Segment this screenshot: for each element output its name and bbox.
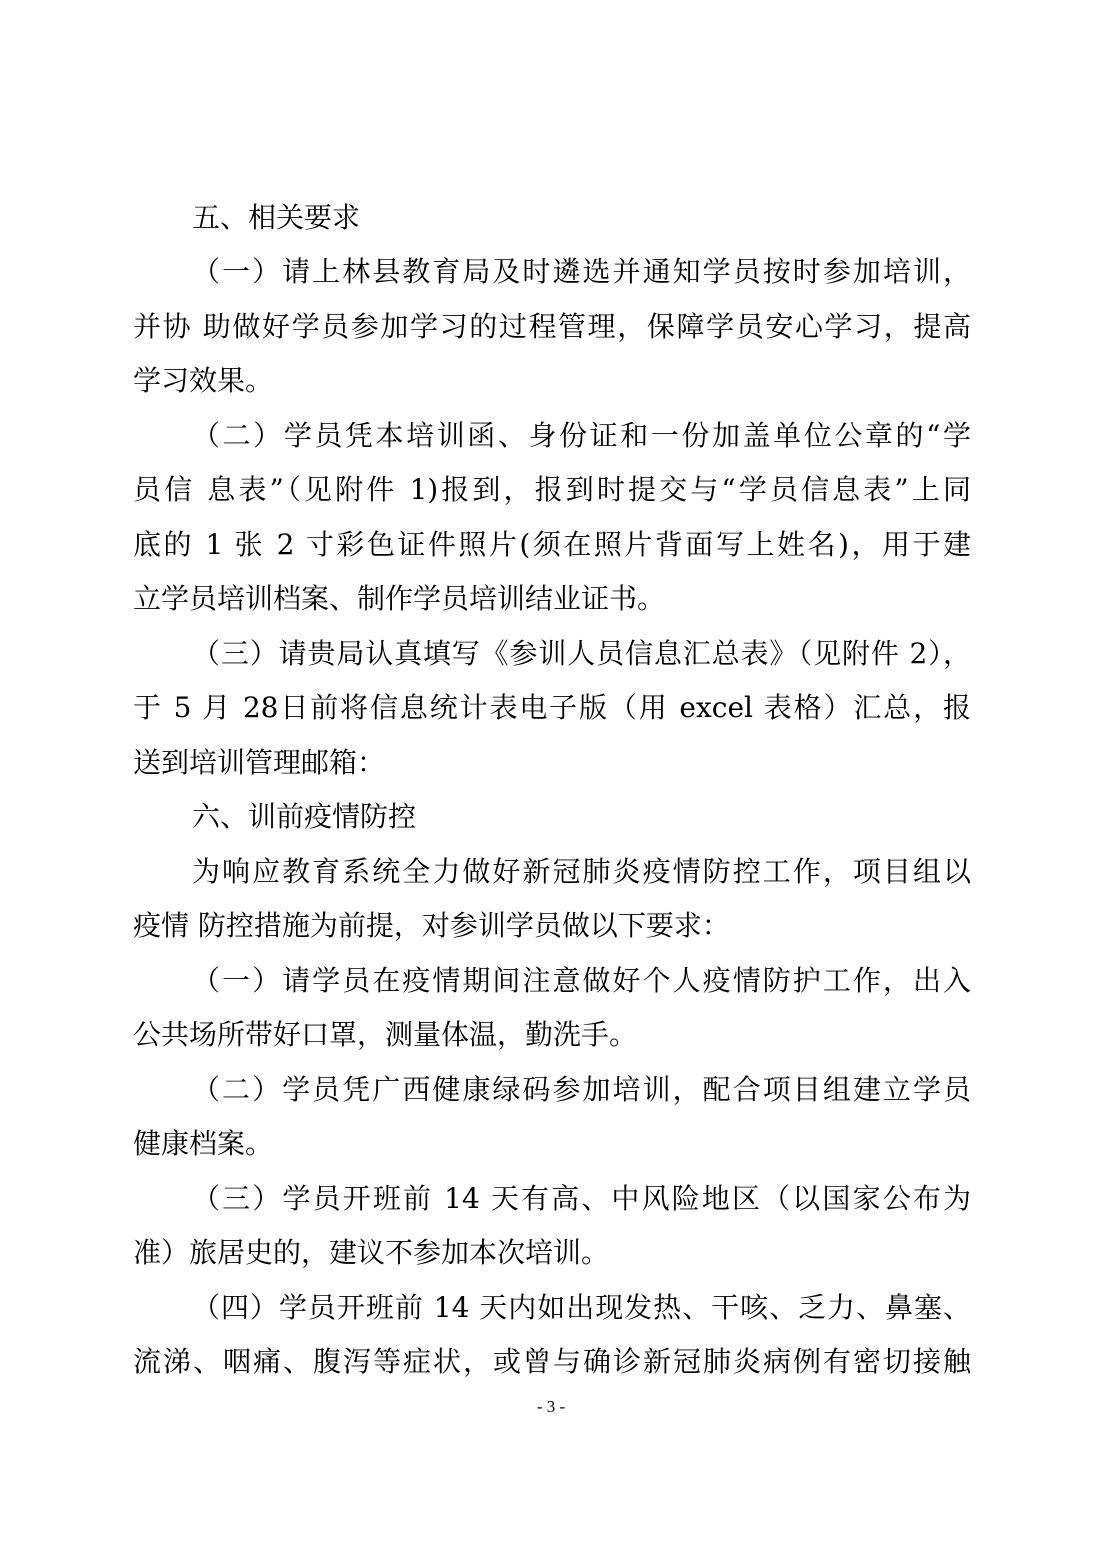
section-heading-requirements: 五、相关要求 — [192, 201, 361, 234]
paragraph-line: 立学员培训档案、制作学员培训结业证书。 — [133, 582, 666, 615]
paragraph-line: 底的 1 张 2 寸彩色证件照片(须在照片背面写上姓名)，用于建 — [133, 528, 971, 561]
paragraph-line: 并协 助做好学员参加学习的过程管理，保障学员安心学习，提高 — [133, 310, 971, 343]
paragraph-line: （四）学员开班前 14 天内如出现发热、干咳、乏力、鼻塞、 — [192, 1291, 971, 1324]
paragraph-line: 准）旅居史的，建议不参加本次培训。 — [133, 1236, 610, 1269]
paragraph-line: （一）请学员在疫情期间注意做好个人疫情防护工作，出入 — [192, 964, 971, 997]
paragraph-line: （三）学员开班前 14 天有高、中风险地区（以国家公布为 — [192, 1182, 971, 1215]
paragraph-line: 公共场所带好口罩，测量体温，勤洗手。 — [133, 1018, 638, 1051]
paragraph-line: （三）请贵局认真填写《参训人员信息汇总表》（见附件 2）， — [192, 637, 971, 670]
paragraph-line: （二）学员凭本培训函、身份证和一份加盖单位公章的“学 — [192, 419, 971, 452]
paragraph-line: 学习效果。 — [133, 364, 274, 397]
paragraph-line: 健康档案。 — [133, 1127, 274, 1160]
paragraph-line: 员信 息表”（见附件 1)报到，报到时提交与“学员信息表”上同 — [133, 473, 971, 506]
paragraph-line: （二）学员凭广西健康绿码参加培训，配合项目组建立学员 — [192, 1073, 971, 1106]
paragraph-line: 送到培训管理邮箱： — [133, 746, 386, 779]
paragraph-line: 于 5 月 28日前将信息统计表电子版（用 excel 表格）汇总，报 — [133, 691, 971, 724]
section-heading-epidemic-prevention: 六、训前疫情防控 — [192, 800, 417, 833]
paragraph-line: 疫情 防控措施为前提，对参训学员做以下要求： — [133, 909, 730, 942]
paragraph-line: 为响应教育系统全力做好新冠肺炎疫情防控工作，项目组以 — [192, 855, 971, 888]
page-number: - 3 - — [536, 1397, 566, 1416]
paragraph-line: 流涕、咽痛、腹泻等症状，或曾与确诊新冠肺炎病例有密切接触 — [133, 1345, 971, 1378]
paragraph-line: （一）请上林县教育局及时遴选并通知学员按时参加培训， — [192, 255, 971, 288]
